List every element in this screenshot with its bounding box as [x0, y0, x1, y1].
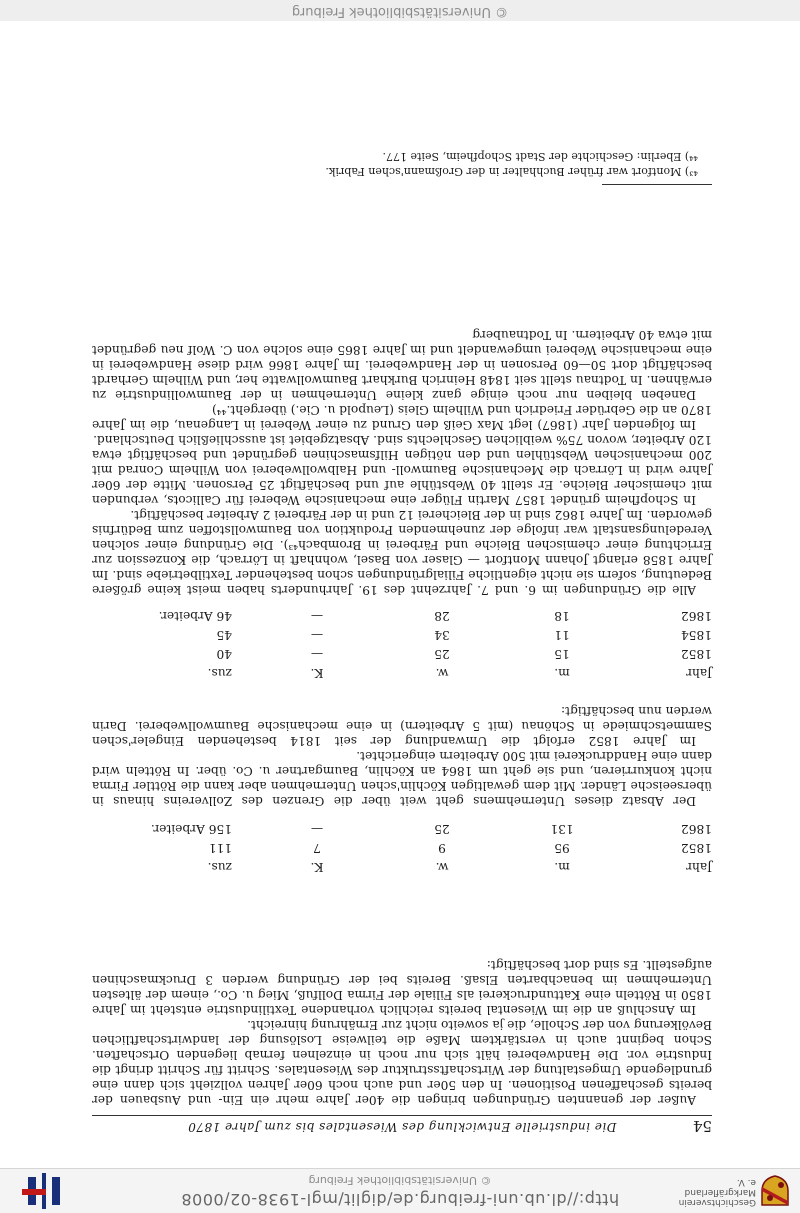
- footnote: ⁴³) Montfort war früher Buchhalter in der Großmann'schen Fabrik.: [325, 165, 698, 178]
- table-header-row: [92, 664, 712, 683]
- table-cell: 111: [208, 841, 232, 856]
- table-cell: 131: [550, 822, 574, 837]
- table-cell: —: [310, 822, 324, 837]
- table-cell: 95: [554, 841, 570, 856]
- body-section-1: [92, 957, 712, 1107]
- paragraph: Im folgenden Jahr (1867) legt Max Geiß den Grund zu einer Weberei in Langenau, die im Jahre 1870 an die Gebrüder Friedrich und Wilhelm Gleis (Leupold u. Cie.) übergeht.⁴⁴): [92, 403, 712, 432]
- table-header-cell: K.: [310, 666, 324, 681]
- table-header-cell: zus.: [207, 860, 232, 875]
- table-cell: 11: [554, 628, 570, 643]
- university-library-logo-icon: [22, 1173, 66, 1209]
- table-cell: 25: [434, 647, 450, 662]
- page-header: [92, 1115, 712, 1137]
- body-section-3: [92, 327, 712, 597]
- table-cell: 34: [434, 628, 450, 643]
- table-row: [92, 626, 712, 645]
- table-header-cell: m.: [554, 860, 570, 875]
- table-cell: 25: [434, 822, 450, 837]
- table-cell: 46 Arbeiter.: [158, 609, 232, 624]
- table-cell: 156 Arbeiter.: [150, 822, 232, 837]
- table-cell: 7: [313, 841, 321, 856]
- table-header-row: [92, 858, 712, 877]
- table-header-cell: Jahr: [686, 860, 712, 875]
- table-cell: 18: [554, 609, 570, 624]
- page-number: 54: [692, 1117, 712, 1135]
- table-header-cell: zus.: [207, 666, 232, 681]
- viewer-header-bar: [0, 1168, 800, 1213]
- table-header-cell: K.: [310, 860, 324, 875]
- paragraph: Im Anschluß an die im Wiesental bereits reichlich vorhandene Textilindustrie entsteht im Jahre 1850 in Rötteln eine Kattundruckerei als Filiale der Firma Dollfuß, Mieg u. Co., einem der ältesten Unternehmen im benachbarten Elsaß. Bereits bei der Gründung werden 3 Druckmaschinen aufgestellt. Es sind dort beschäftigt:: [92, 958, 712, 1017]
- copyright-notice: © Universitätsbibliothek Freiburg: [308, 1174, 492, 1187]
- footnote-rule: [602, 184, 712, 185]
- table-cell: —: [310, 628, 324, 643]
- table-header-cell: m.: [554, 666, 570, 681]
- footnotes: [92, 149, 712, 179]
- footnote: ⁴⁴) Eberlin: Geschichte der Stadt Schopfheim, Seite 177.: [382, 150, 698, 163]
- table-cell: 40: [216, 647, 232, 662]
- paragraph: Im Jahre 1852 erfolgt die Umwandlung der seit 1814 bestehenden Eingeler'schen Sammetschmiede in Schönau (mit 5 Arbeitern) in eine mechanische Baumwollweberei. Darin werden nun beschäftigt:: [92, 704, 712, 748]
- table-cell: 1862: [680, 822, 712, 837]
- table-cell: —: [310, 609, 324, 624]
- document-url[interactable]: http://dl.ub.uni-freiburg.de/diglit/mgl-1938-02/0008: [180, 1190, 620, 1209]
- table-cell: —: [310, 647, 324, 662]
- table-cell: 28: [434, 609, 450, 624]
- paragraph: Der Absatz dieses Unternehmens geht weit über die Grenzen des Zollvereins hinaus in überseeische Länder. Mit dem gewaltigen Köchlin'schen Unternehmen aber kann die Röttler Firma nicht konkurrieren, und sie geht um 1864 an Köchlin, Baumgartner u. Co. über. In Rötteln wird dann eine Handdruckerei mit 500 Arbeitern eingerichtet.: [92, 749, 712, 808]
- employment-table-roetteln: [92, 820, 712, 877]
- paragraph: Daneben bleiben nur noch einige ganz kleine Unternehmen in der Baumwollindustrie zu erwähnen. In Todtnau stellt seit 1848 Heinrich Burkhart Baumwollwatte her, und Wilhelm Gerhardt beschäftigt dort 50—60 Personen in der Handweberei. Im Jahre 1866 wird diese Handweberei in eine mechanische Weberei umgewandelt und im Jahre 1865 eine solche von C. Wolf neu gegründet mit etwa 40 Arbeitern. In Todtnauberg: [92, 328, 712, 402]
- table-cell: 15: [554, 647, 570, 662]
- body-section-2: [92, 703, 712, 808]
- table-cell: 1854: [680, 628, 712, 643]
- table-cell: 9: [438, 841, 446, 856]
- partner-name: Geschichtsverein Markgräflerland e. V.: [678, 1177, 756, 1207]
- table-row: [92, 839, 712, 858]
- table-header-cell: Jahr: [686, 666, 712, 681]
- paragraph: Alle die Gründungen im 6. und 7. Jahrzehnt des 19. Jahrhunderts haben meist keine größere Bedeutung, sofern sie nicht eigentliche Filialgründungen schon bestehender Textilbetriebe sind. Im Jahre 1858 erlangt Johann Montfort — Glaser von Basel, wohnhaft in Lörrach, die Konzession zur Errichtung einer chemischen Bleiche und Färberei in Brombach⁴³). Die Gründung einer solchen Veredelungsanstalt war infolge der zunehmenden Produktion von Baumwollstoffen zum Bedürfnis geworden. Im Jahre 1862 sind in der Bleicherei 12 und in der Färberei 2 Arbeiter beschäftigt.: [92, 508, 712, 597]
- table-cell: 45: [216, 628, 232, 643]
- table-cell: 1852: [680, 647, 712, 662]
- table-row: [92, 820, 712, 839]
- table-header-cell: w.: [435, 666, 449, 681]
- table-cell: 1862: [680, 609, 712, 624]
- paragraph: Außer der genannten Gründungen bringen die 40er Jahre mehr ein Ein- und Ausbauen der bereits geschaffenen Positionen. In den 50er und auch noch 60er Jahren vollzieht sich dann eine grundlegende Umgestaltung der Wirtschaftsstruktur des Wiesentales. Schritt für Schritt dringt die Industrie vor. Die Handweberei hält sich nur noch in einzelnen fernab liegenden Ortschaften. Schon beginnt auch in verstärktem Maße die teilweise Loslösung der landwirtschaftlichen Bevölkerung von der Scholle, die ja soweito nicht zur Ernährung hinreicht.: [92, 1018, 712, 1107]
- table-row: [92, 645, 712, 664]
- running-title: Die industrielle Entwicklung des Wiesentales bis zum Jahre 1870: [187, 1120, 617, 1134]
- paragraph: In Schopfheim gründet 1857 Martin Flüger eine mechanische Weberei für Callicots, verbunden mit chemischer Bleiche. Er stellt 40 Webstühle auf und beschäftigt 25 Personen. Mitte der 60er Jahre wird in Lörrach die Mechanische Baumwoll- und Halbwollweberei von Wilhelm Conrad mit 200 mechanischen Webstühlen und den nötigen Hilfsmaschinen gegründet und beschäftigt etwa 120 Arbeiter, wovon 75% weiblichen Geschlechts sind. Absatzgebiet ist ausschließlich Deutschland.: [92, 433, 712, 507]
- viewer-footer-bar: [0, 0, 800, 21]
- employment-table-schoenau: [92, 607, 712, 683]
- table-cell: 1852: [680, 841, 712, 856]
- table-row: [92, 607, 712, 626]
- table-header-cell: w.: [435, 860, 449, 875]
- header-rule: [92, 1115, 712, 1116]
- copyright-notice-footer: © Universitätsbibliothek Freiburg: [291, 4, 509, 19]
